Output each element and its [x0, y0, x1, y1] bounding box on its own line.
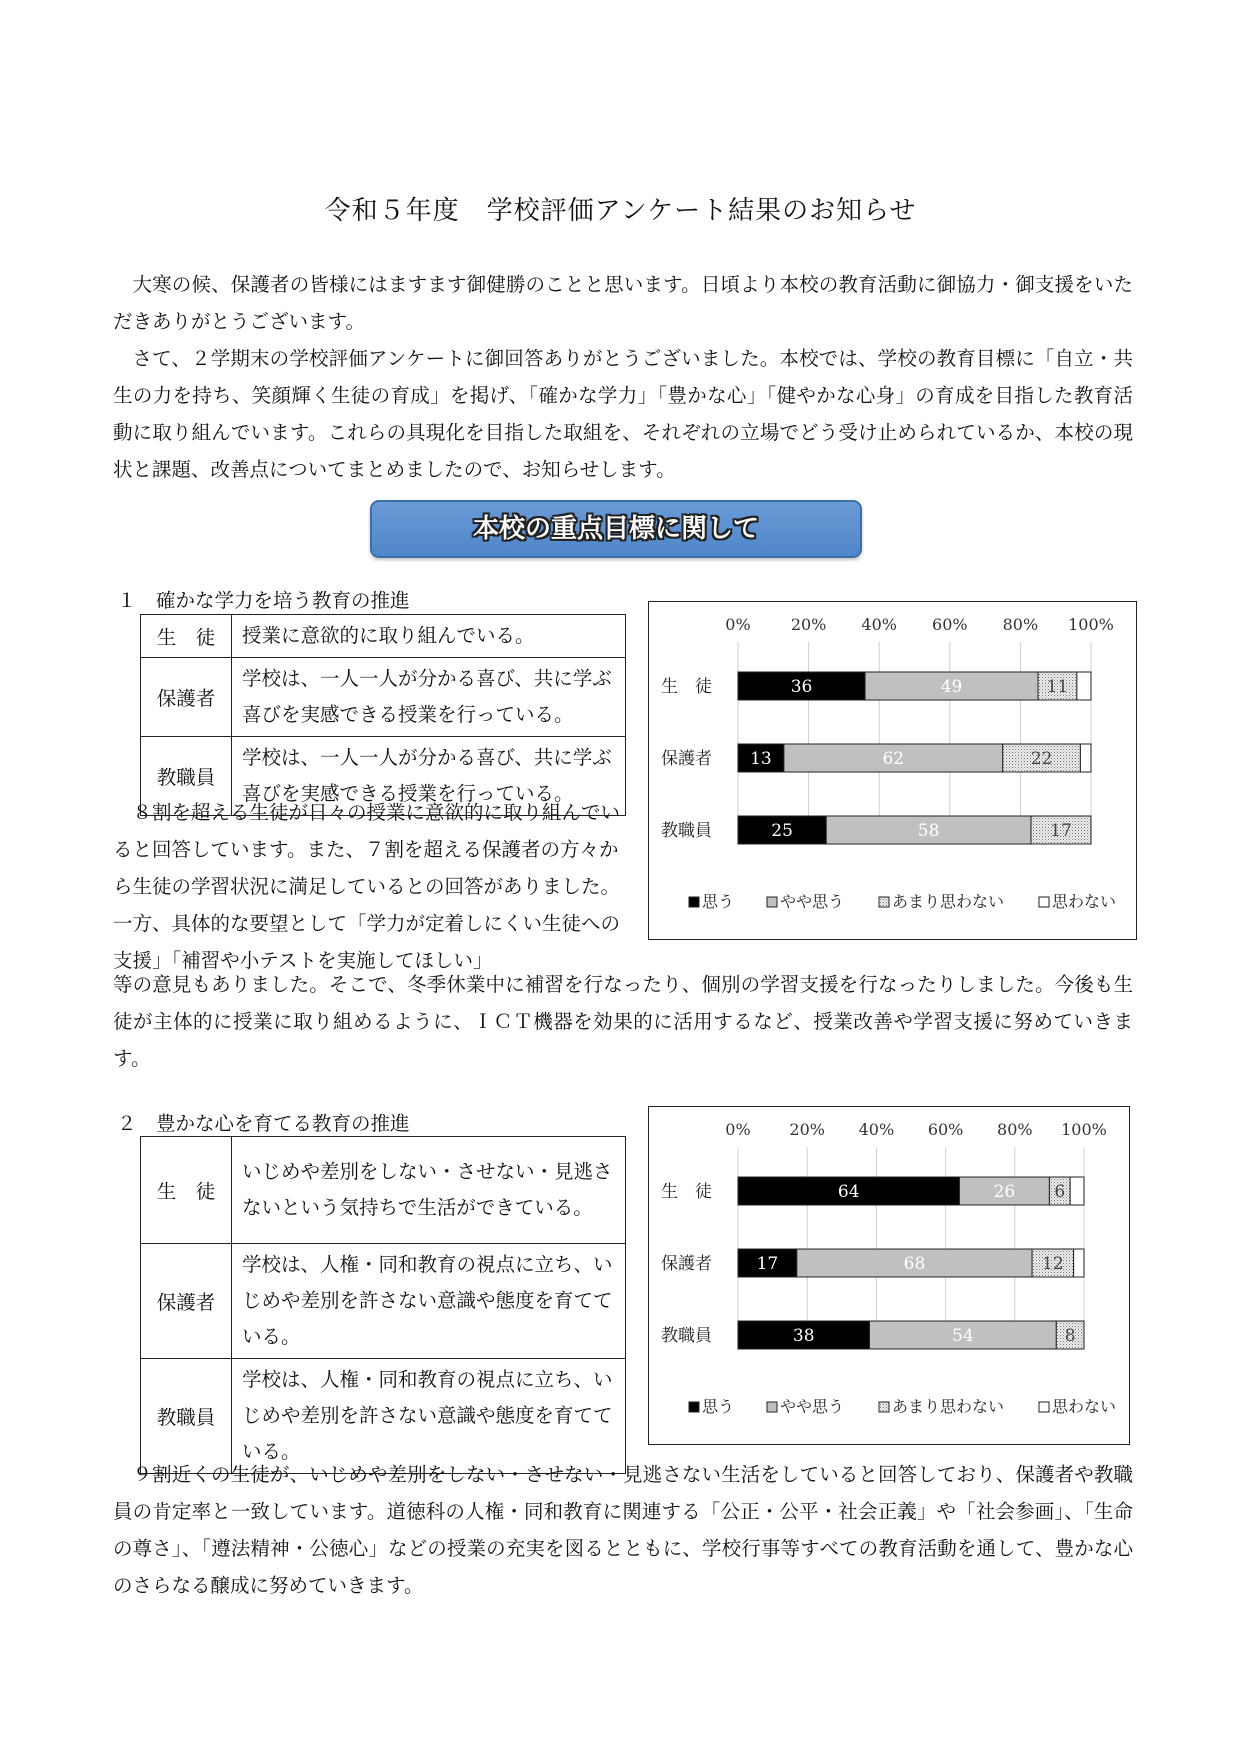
legend-label: 思わない [1052, 1397, 1117, 1416]
question-cell: 学校は、一人一人が分かる喜び、共に学ぶ喜びを実感できる授業を行っている。 [232, 737, 626, 816]
intro-paragraph-2: さて、２学期末の学校評価アンケートに御回答ありがとうございました。本校では、学校の教育目標に「自立・共生の力を持ち、笑顔輝く生徒の育成」を掲げ、「確かな学力」「豊かな心」「健やかな心身」の育成を目指した教育活動に取り組んでいます。これらの具現化を目指した取組を、それぞれの立場でどう受け止められているか、本校の現状と課題、改善点についてまとめましたので、お知らせします。 [113, 347, 1133, 481]
data-label: 36 [790, 677, 813, 697]
data-label: 17 [756, 1254, 779, 1274]
bar-segment [1077, 672, 1091, 700]
legend-swatch [1039, 1402, 1049, 1412]
question-cell: 授業に意欲的に取り組んでいる。 [232, 615, 626, 658]
x-tick-label: 60% [932, 615, 968, 634]
data-label: 68 [903, 1254, 926, 1274]
chart-1 [648, 601, 1137, 940]
category-label: 教職員 [661, 821, 712, 841]
bar-segment [1070, 1177, 1084, 1205]
x-tick-label: 80% [1002, 615, 1039, 634]
section-banner: 本校の重点目標に関して [370, 500, 862, 558]
bar-segment [1074, 1249, 1084, 1277]
chart-2 [648, 1106, 1130, 1445]
legend-label: 思う [702, 1397, 735, 1416]
role-cell: 保護者 [141, 658, 232, 737]
legend-label: やや思う [780, 1397, 845, 1416]
data-label: 8 [1064, 1326, 1076, 1346]
data-label: 26 [993, 1182, 1016, 1202]
bar-segment [1080, 744, 1091, 772]
legend-label: 思わない [1052, 892, 1117, 911]
data-label: 64 [837, 1182, 860, 1202]
data-label: 25 [771, 821, 793, 841]
category-label: 保護者 [661, 749, 712, 769]
table-row [141, 1244, 626, 1359]
chart-1-svg [649, 602, 1136, 939]
data-label: 49 [940, 677, 963, 697]
intro-paragraph-1: 大寒の候、保護者の皆様にはますます御健勝のことと思います。日頃より本校の教育活動に御協力・御支援をいただきありがとうございます。 [113, 273, 1133, 333]
category-label: 保護者 [661, 1254, 712, 1274]
legend-swatch [879, 1402, 889, 1412]
page-title: 令和５年度 学校評価アンケート結果のお知らせ [324, 196, 917, 226]
data-label: 12 [1042, 1254, 1064, 1274]
table-row [141, 615, 626, 658]
question-cell: 学校は、人権・同和教育の視点に立ち、いじめや差別を許さない意識や態度を育てている。 [232, 1359, 626, 1474]
x-tick-label: 20% [790, 615, 827, 634]
x-tick-label: 80% [997, 1120, 1033, 1139]
section-1-body-full: 等の意見もありました。そこで、冬季休業中に補習を行なったり、個別の学習支援を行なったりしました。今後も生徒が主体的に授業に取り組めるように、ＩＣＴ機器を効果的に活用するなど、授業改善や学習支援に努めていきます。 [113, 973, 1133, 1070]
x-tick-label: 0% [725, 615, 751, 634]
data-label: 54 [952, 1326, 974, 1346]
section-2-table [140, 1136, 626, 1474]
question-cell: 学校は、人権・同和教育の視点に立ち、いじめや差別を許さない意識や態度を育てている。 [232, 1244, 626, 1359]
intro-text [113, 266, 1133, 488]
data-label: 6 [1054, 1182, 1066, 1202]
section-2-body-text: ９割近くの生徒が、いじめや差別をしない・させない・見逃さない生活をしていると回答しており、保護者や教職員の肯定率と一致しています。道徳科の人権・同和教育に関連する「公正・公平・社会正義」や「社会参画」、「生命の尊さ」、「遵法精神・公徳心」などの授業の充実を図るとともに、学校行事等すべての教育活動を通して、豊かな心のさらなる醸成に努めていきます。 [113, 1463, 1133, 1597]
data-label: 62 [882, 749, 905, 769]
data-label: 11 [1046, 677, 1069, 697]
role-cell: 教職員 [141, 737, 232, 816]
section-1-heading: １ 確かな学力を培う教育の推進 [117, 589, 410, 612]
legend-label: あまり思わない [892, 1397, 1005, 1416]
section-2-heading: ２ 豊かな心を育てる教育の推進 [117, 1112, 410, 1135]
section-1-body-side-text: ８割を超える生徒が日々の授業に意欲的に取り組んでいると回答しています。また、７割を超える保護者の方々から生徒の学習状況に満足しているとの回答がありました。一方、具体的な要望として「学力が定着しにくい生徒への支援」「補習や小テストを実施してほしい」 [113, 801, 621, 972]
legend-swatch [689, 1402, 699, 1412]
category-label: 教職員 [661, 1326, 712, 1346]
category-label: 生 徒 [661, 1182, 712, 1202]
role-cell: 教職員 [141, 1359, 232, 1474]
x-tick-label: 40% [861, 615, 897, 634]
section-2-body-full [113, 1456, 1133, 1604]
legend-label: あまり思わない [892, 892, 1005, 911]
x-tick-label: 100% [1068, 615, 1114, 634]
x-tick-label: 100% [1061, 1120, 1107, 1139]
data-label: 13 [750, 749, 772, 769]
chart-2-svg [649, 1107, 1129, 1444]
data-label: 17 [1050, 821, 1072, 841]
legend-label: 思う [702, 892, 735, 911]
category-label: 生 徒 [661, 677, 712, 697]
x-tick-label: 40% [858, 1120, 895, 1139]
table-row [141, 658, 626, 737]
data-label: 38 [792, 1326, 815, 1346]
table-row [141, 1137, 626, 1244]
legend-swatch [1039, 897, 1049, 907]
x-tick-label: 0% [725, 1120, 751, 1139]
legend-swatch [689, 897, 699, 907]
legend-swatch [767, 897, 777, 907]
section-1-body-side [113, 794, 629, 979]
legend-swatch [879, 897, 889, 907]
x-tick-label: 60% [927, 1120, 964, 1139]
role-cell: 生 徒 [141, 615, 232, 658]
data-label: 22 [1030, 749, 1053, 769]
question-cell: いじめや差別をしない・させない・見逃さないという気持ちで生活ができている。 [232, 1137, 626, 1244]
question-cell: 学校は、一人一人が分かる喜び、共に学ぶ喜びを実感できる授業を行っている。 [232, 658, 626, 737]
role-cell: 保護者 [141, 1244, 232, 1359]
role-cell: 生 徒 [141, 1137, 232, 1244]
x-tick-label: 20% [789, 1120, 825, 1139]
legend-label: やや思う [780, 892, 845, 911]
data-label: 58 [917, 821, 940, 841]
section-1-table [140, 614, 626, 816]
legend-swatch [767, 1402, 777, 1412]
